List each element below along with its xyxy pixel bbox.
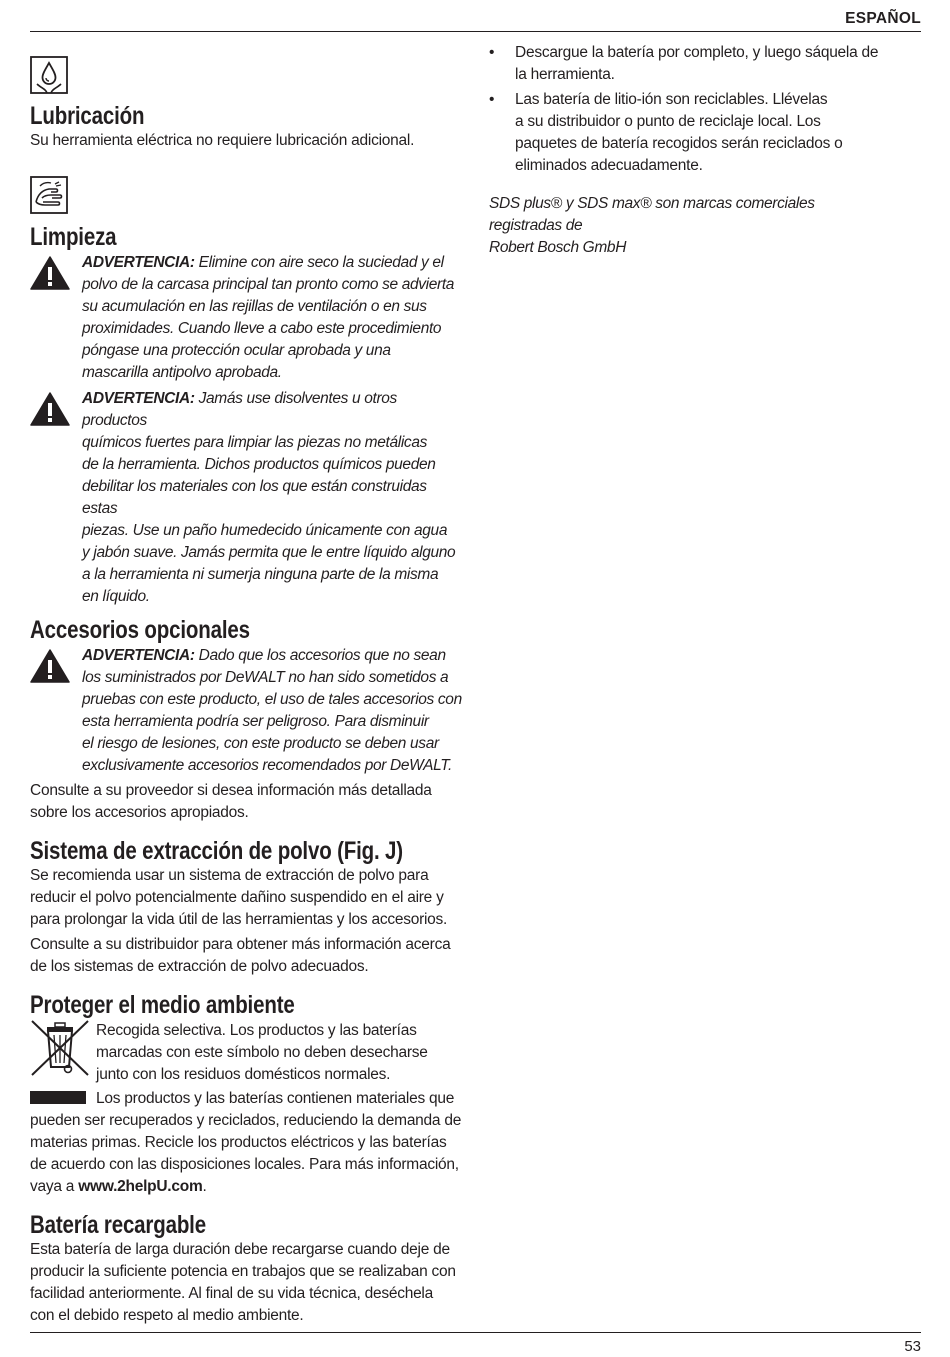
text-line: Robert Bosch GmbH	[489, 239, 627, 256]
recycle-text	[96, 1020, 428, 1086]
text-line: de acuerdo con las disposiciones locales. Para más información,	[30, 1156, 459, 1173]
warning-line: polvo de la carcasa principal tan pronto como se advierta	[82, 276, 455, 293]
warning-block	[30, 252, 465, 384]
text-line: SDS plus® y SDS max® son marcas comerciales registradas de	[489, 195, 815, 234]
text-line: materias primas. Recicle los productos eléctricos y las baterías	[30, 1134, 447, 1151]
lubricacion-title: Lubricación	[30, 102, 145, 130]
text-line: con el debido respeto al medio ambiente.	[30, 1307, 304, 1324]
text-line: de los sistemas de extracción de polvo adecuados.	[30, 958, 369, 975]
text-line: para prolongar la vida útil de las herramientas y los accesorios.	[30, 911, 448, 928]
bullet-list	[489, 42, 889, 177]
warning-line: de la herramienta. Dichos productos químicos pueden	[82, 456, 436, 473]
bateria-title: Batería recargable	[30, 1211, 206, 1239]
extraccion-para2	[30, 934, 465, 978]
warning-line: químicos fuertes para limpiar las piezas no metálicas	[82, 434, 427, 451]
website-link[interactable]: www.2helpU.com	[78, 1178, 203, 1195]
text-line: sobre los accesorios apropiados.	[30, 804, 249, 821]
text-line: paquetes de batería recogidos serán reciclados o	[515, 135, 843, 152]
text-line: Consulte a su proveedor si desea información más detallada	[30, 782, 432, 799]
oil-drop-icon	[30, 56, 68, 94]
accesorios-text	[30, 780, 465, 824]
warning-line: Dado que los accesorios que no sean	[198, 647, 446, 664]
warning-line: y jabón suave. Jamás permita que le entre líquido alguno	[82, 544, 456, 561]
warning-text	[82, 252, 465, 384]
cleaning-hand-icon	[30, 176, 68, 214]
text-line: marcadas con este símbolo no deben desecharse	[96, 1044, 428, 1061]
warning-text	[82, 388, 465, 608]
header-language: ESPAÑOL	[845, 10, 921, 27]
text-line: reducir el polvo potencialmente dañino suspendido en el aire y	[30, 889, 444, 906]
page-number: 53	[904, 1338, 921, 1355]
text-line: junto con los residuos domésticos normales.	[96, 1066, 391, 1083]
text-line: Consulte a su distribuidor para obtener más información acerca	[30, 936, 451, 953]
text-line: la herramienta.	[515, 66, 615, 83]
warning-line: debilitar los materiales con los que están construidas estas	[82, 478, 427, 517]
warning-line: póngase una protección ocular aprobada y una	[82, 342, 391, 359]
trademark-note	[489, 193, 889, 259]
warning-label: ADVERTENCIA:	[82, 254, 195, 271]
warning-label: ADVERTENCIA:	[82, 390, 195, 407]
extraccion-title: Sistema de extracción de polvo (Fig. J)	[30, 837, 403, 865]
warning-triangle-icon	[30, 392, 70, 426]
text-line: Recogida selectiva. Los productos y las baterías	[96, 1022, 417, 1039]
warning-block	[30, 388, 465, 608]
left-column	[30, 33, 465, 1327]
warning-line: el riesgo de lesiones, con este producto se deben usar	[82, 735, 439, 752]
warning-line: mascarilla antipolvo aprobada.	[82, 364, 282, 381]
header-rule	[30, 31, 921, 32]
list-item	[489, 42, 889, 86]
recycle-block	[30, 1017, 465, 1086]
warning-line: esta herramienta podría ser peligroso. Para disminuir	[82, 713, 429, 730]
text-line: Esta batería de larga duración debe recargarse cuando deje de	[30, 1241, 450, 1258]
warning-line: en líquido.	[82, 588, 150, 605]
text-line: Los productos y las baterías contienen materiales que	[96, 1090, 455, 1107]
text-line: Se recomienda usar un sistema de extracción de polvo para	[30, 867, 429, 884]
warning-triangle-icon	[30, 649, 70, 683]
text-line: producir la suficiente potencia en trabajos que se realizaban con	[30, 1263, 456, 1280]
text-line: eliminados adecuadamente.	[515, 157, 703, 174]
text-line: pueden ser recuperados y reciclados, reduciendo la demanda de	[30, 1112, 462, 1129]
black-bar-icon	[30, 1091, 86, 1104]
text-line: Las batería de litio-ión son reciclables. Llévelas	[515, 91, 828, 108]
warning-triangle-icon	[30, 256, 70, 290]
bateria-text	[30, 1239, 465, 1327]
extraccion-para1	[30, 865, 465, 931]
medio-ambiente-para	[30, 1088, 465, 1198]
lubricacion-text: Su herramienta eléctrica no requiere lubricación adicional.	[30, 132, 415, 149]
crossed-out-wheelie-bin-icon	[30, 1017, 90, 1079]
right-column	[489, 42, 889, 259]
text-line: vaya a	[30, 1178, 79, 1195]
warning-line: a la herramienta ni sumerja ninguna parte de la misma	[82, 566, 439, 583]
warning-line: los suministrados por DeWALT no han sido sometidos a	[82, 669, 449, 686]
warning-text	[82, 645, 465, 777]
text-line: .	[202, 1178, 207, 1195]
warning-line: Elimine con aire seco la suciedad y el	[198, 254, 444, 271]
footer-rule	[30, 1332, 921, 1333]
list-item	[489, 89, 889, 177]
text-line: Descargue la batería por completo, y luego sáquela de	[515, 44, 879, 61]
medio-ambiente-title: Proteger el medio ambiente	[30, 991, 295, 1019]
warning-line: proximidades. Cuando lleve a cabo este procedimiento	[82, 320, 442, 337]
warning-line: pruebas con este producto, el uso de tales accesorios con	[82, 691, 462, 708]
accesorios-title: Accesorios opcionales	[30, 616, 250, 644]
warning-line: Jamás use disolventes u otros productos	[82, 390, 397, 429]
text-line: a su distribuidor o punto de reciclaje local. Los	[515, 113, 821, 130]
text-line: facilidad anteriormente. Al final de su vida técnica, deséchela	[30, 1285, 433, 1302]
warning-line: piezas. Use un paño humedecido únicamente con agua	[82, 522, 448, 539]
warning-line: su acumulación en las rejillas de ventilación o en sus	[82, 298, 427, 315]
warning-line: exclusivamente accesorios recomendados por DeWALT.	[82, 757, 452, 774]
warning-block	[30, 645, 465, 777]
warning-label: ADVERTENCIA:	[82, 647, 195, 664]
limpieza-title: Limpieza	[30, 223, 117, 251]
